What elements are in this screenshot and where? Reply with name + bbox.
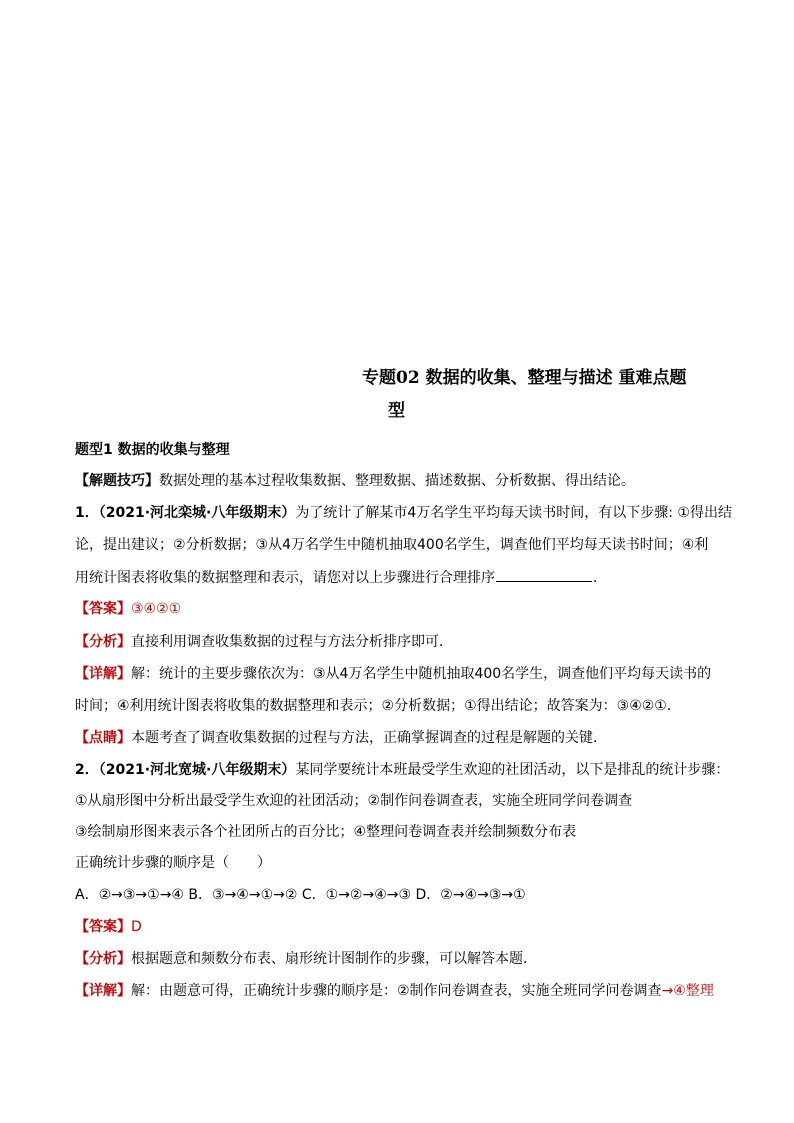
detail-text: 解：统计的主要步骤依次为：③从4万名学生中随机抽取400名学生，调查他们平均每天读书的: [131, 666, 712, 682]
point-tag: 【点睛】: [75, 730, 131, 746]
page-title: 专题02 数据的收集、整理与描述 重难点题: [362, 368, 687, 388]
page-title-continued: 型: [388, 401, 405, 421]
question-1-answer: [75, 599, 725, 619]
detail-text: 解：由题意可得，正确统计步骤的顺序是：②制作问卷调查表，实施全班同学问卷调查: [131, 983, 662, 999]
question-1-period: ．: [593, 570, 607, 586]
question-2-analysis: [75, 949, 725, 969]
tip-paragraph: [75, 471, 725, 491]
question-2-line-3: ③绘制扇形图来表示各个社团所占的百分比；④整理问卷调查表并绘制频数分布表: [75, 824, 577, 840]
question-1-line-2: 论，提出建议；②分析数据；③从4万名学生中随机抽取400名学生，调查他们平均每天读书时间；④利: [75, 537, 709, 553]
detail-tag: 【详解】: [75, 666, 131, 682]
question-2-number: 2．: [75, 762, 99, 778]
question-1-text-end: 用统计图表将收集的数据整理和表示，请您对以上步骤进行合理排序: [75, 570, 495, 586]
question-1-analysis: [75, 632, 725, 652]
question-1-detail-line-2: 时间；④利用统计图表将收集的数据整理和表示；②分析数据；①得出结论；故答案为：③④②①．: [75, 698, 681, 714]
question-2-detail-line-1: [75, 981, 725, 1001]
answer-value: ③④②①: [131, 601, 182, 617]
analysis-tag: 【分析】: [75, 951, 131, 967]
question-2-options: A．②→③→①→④ B．③→④→①→② C．①→②→④→③ D．②→④→③→①: [75, 887, 526, 903]
question-1-source: （2021·河北栾城·八年级期末）: [98, 505, 296, 521]
question-1-point: [75, 728, 725, 748]
question-1-number: 1．: [75, 505, 99, 521]
analysis-text: 根据题意和频数分布表、扇形统计图制作的步骤，可以解答本题．: [131, 951, 537, 967]
point-text: 本题考查了调查收集数据的过程与方法，正确掌握调查的过程是解题的关键．: [131, 730, 607, 746]
question-2-prompt: 正确统计步骤的顺序是（ ）: [75, 855, 271, 871]
question-1-line-1: [75, 503, 732, 523]
question-2-answer: [75, 917, 725, 937]
answer-tag: 【答案】: [75, 601, 131, 617]
question-2-line-2: ①从扇形图中分析出最受学生欢迎的社团活动；②制作问卷调查表，实施全班同学问卷调查: [75, 793, 633, 809]
tip-tag: 【解题技巧】: [75, 473, 159, 489]
section-heading: 题型1 数据的收集与整理: [75, 442, 230, 458]
question-2-text: 某同学要统计本班最受学生欢迎的社团活动，以下是排乱的统计步骤：: [295, 762, 730, 778]
analysis-tag: 【分析】: [75, 634, 131, 650]
question-2-source: （2021·河北宽城·八年级期末）: [98, 762, 296, 778]
question-2-line-1: [75, 760, 730, 780]
analysis-text: 直接利用调查收集数据的过程与方法分析排序即可．: [131, 634, 453, 650]
question-1-text: 为了统计了解某市4万名学生平均每天读书时间，有以下步骤: ①得出结: [295, 505, 732, 521]
question-1-detail-line-1: [75, 664, 725, 684]
detail-text-highlight: →④整理: [661, 983, 714, 999]
question-1-line-3: [75, 567, 725, 588]
answer-tag: 【答案】: [75, 919, 131, 935]
answer-value: D: [131, 919, 142, 935]
answer-blank: [496, 567, 592, 582]
detail-tag: 【详解】: [75, 983, 131, 999]
tip-text: 数据处理的基本过程收集数据、整理数据、描述数据、分析数据、得出结论。: [159, 473, 635, 489]
